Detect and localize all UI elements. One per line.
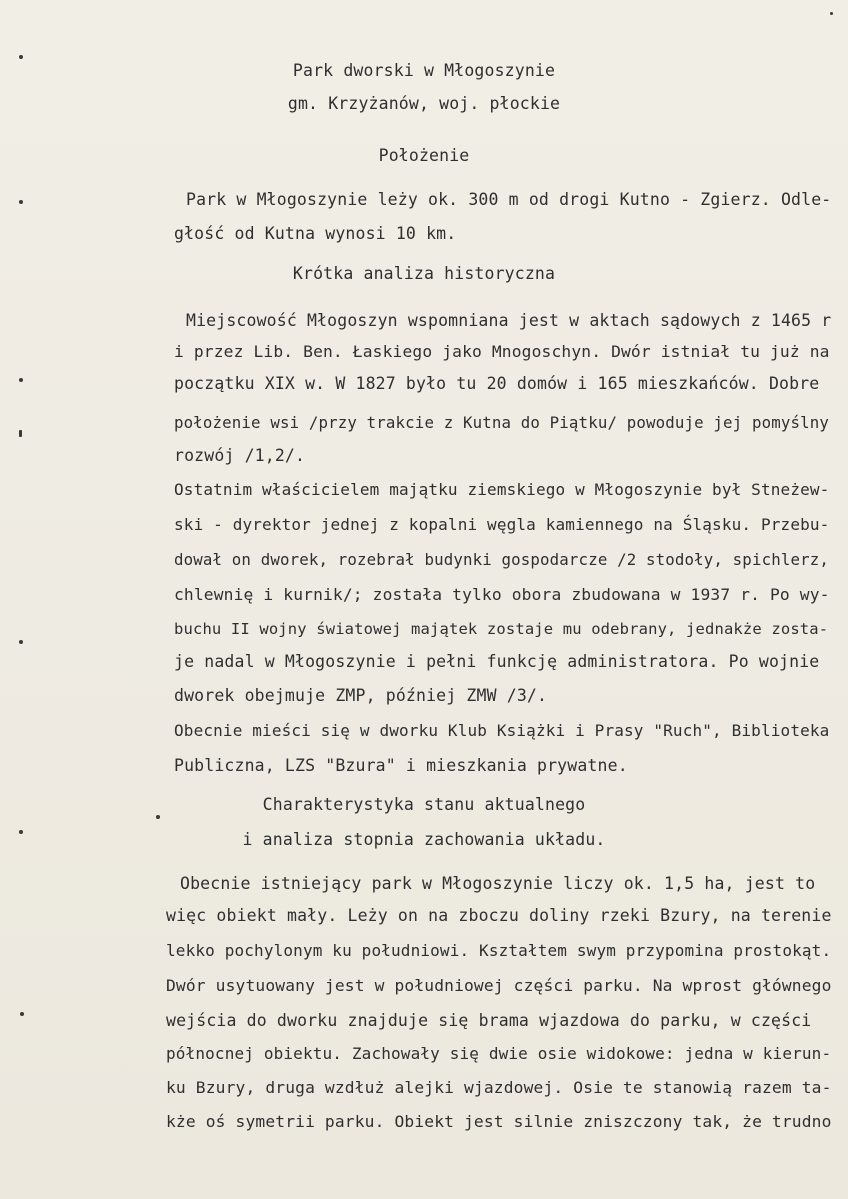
margin-mark [19, 200, 23, 204]
section-heading: Położenie [378, 146, 470, 165]
paragraph-line: ski - dyrektor jednej z kopalni węgla kamiennego na Śląsku. Przebu- [174, 515, 830, 534]
section-heading: Krótka analiza historyczna [292, 264, 556, 283]
paragraph-line: kże oś symetrii parku. Obiekt jest silnie zniszczony tak, że trudno [166, 1112, 832, 1131]
margin-mark [830, 12, 833, 15]
paragraph-line: Obecnie istniejący park w Młogoszynie liczy ok. 1,5 ha, jest to [180, 874, 816, 893]
paragraph-line: Publiczna, LZS "Bzura" i mieszkania prywatne. [174, 756, 628, 775]
paragraph-line: więc obiekt mały. Leży on na zboczu doliny rzeki Bzury, na terenie [166, 906, 832, 925]
paragraph-line: początku XIX w. W 1827 było tu 20 domów i 165 mieszkańców. Dobre [174, 374, 820, 393]
paragraph-line: dworek obejmuje ZMP, później ZMW /3/. [174, 686, 548, 705]
margin-mark [19, 378, 23, 382]
paragraph-line: chlewnię i kurnik/; została tylko obora zbudowana w 1937 r. Po wy- [174, 585, 830, 604]
section-heading: Charakterystyka stanu aktualnego [262, 795, 586, 814]
margin-mark [19, 430, 22, 437]
paragraph-line: ku Bzury, druga wzdłuż alejki wjazdowej. Osie te stanowią razem ta- [166, 1078, 832, 1097]
margin-mark [156, 815, 160, 819]
document-title: Park dworski w Młogoszynie [292, 61, 556, 80]
section-heading: i analiza stopnia zachowania układu. [242, 830, 606, 849]
paragraph-line: położenie wsi /przy trakcie z Kutna do Piątku/ powoduje jej pomyślny [174, 413, 829, 432]
margin-mark [20, 1012, 24, 1016]
paragraph-line: buchu II wojny światowej majątek zostaje mu odebrany, jednakże zosta- [174, 620, 829, 638]
paragraph-line: Ostatnim właścicielem majątku ziemskiego w Młogoszynie był Stneżew- [174, 480, 830, 499]
paragraph-line: Dwór usytuowany jest w południowej części parku. Na wprost głównego [166, 976, 832, 995]
paragraph-line: i przez Lib. Ben. Łaskiego jako Mnogoschyn. Dwór istniał tu już na [174, 342, 830, 361]
paragraph-line: wejścia do dworku znajduje się brama wjazdowa do parku, w części [166, 1011, 812, 1030]
document-subtitle: gm. Krzyżanów, woj. płockie [287, 94, 561, 113]
paragraph-line: je nadal w Młogoszynie i pełni funkcję administratora. Po wojnie [174, 652, 820, 671]
margin-mark [19, 55, 23, 59]
paragraph-line: Obecnie mieści się w dworku Klub Książki i Prasy "Ruch", Biblioteka [174, 721, 830, 740]
paragraph-line: Miejscowość Młogoszyn wspomniana jest w aktach sądowych z 1465 r [186, 311, 832, 330]
paragraph-line: głość od Kutna wynosi 10 km. [174, 224, 457, 243]
paragraph-line: północnej obiektu. Zachowały się dwie osie widokowe: jedna w kierun- [166, 1044, 832, 1063]
paragraph-line: lekko pochylonym ku południowi. Kształtem swym przypomina prostokąt. [166, 941, 832, 960]
paragraph-line: dował on dworek, rozebrał budynki gospodarcze /2 stodoły, spichlerz, [174, 550, 829, 569]
paragraph-line: rozwój /1,2/. [174, 446, 306, 465]
margin-mark [19, 640, 23, 644]
paragraph-line: Park w Młogoszynie leży ok. 300 m od drogi Kutno - Zgierz. Odle- [186, 190, 832, 209]
